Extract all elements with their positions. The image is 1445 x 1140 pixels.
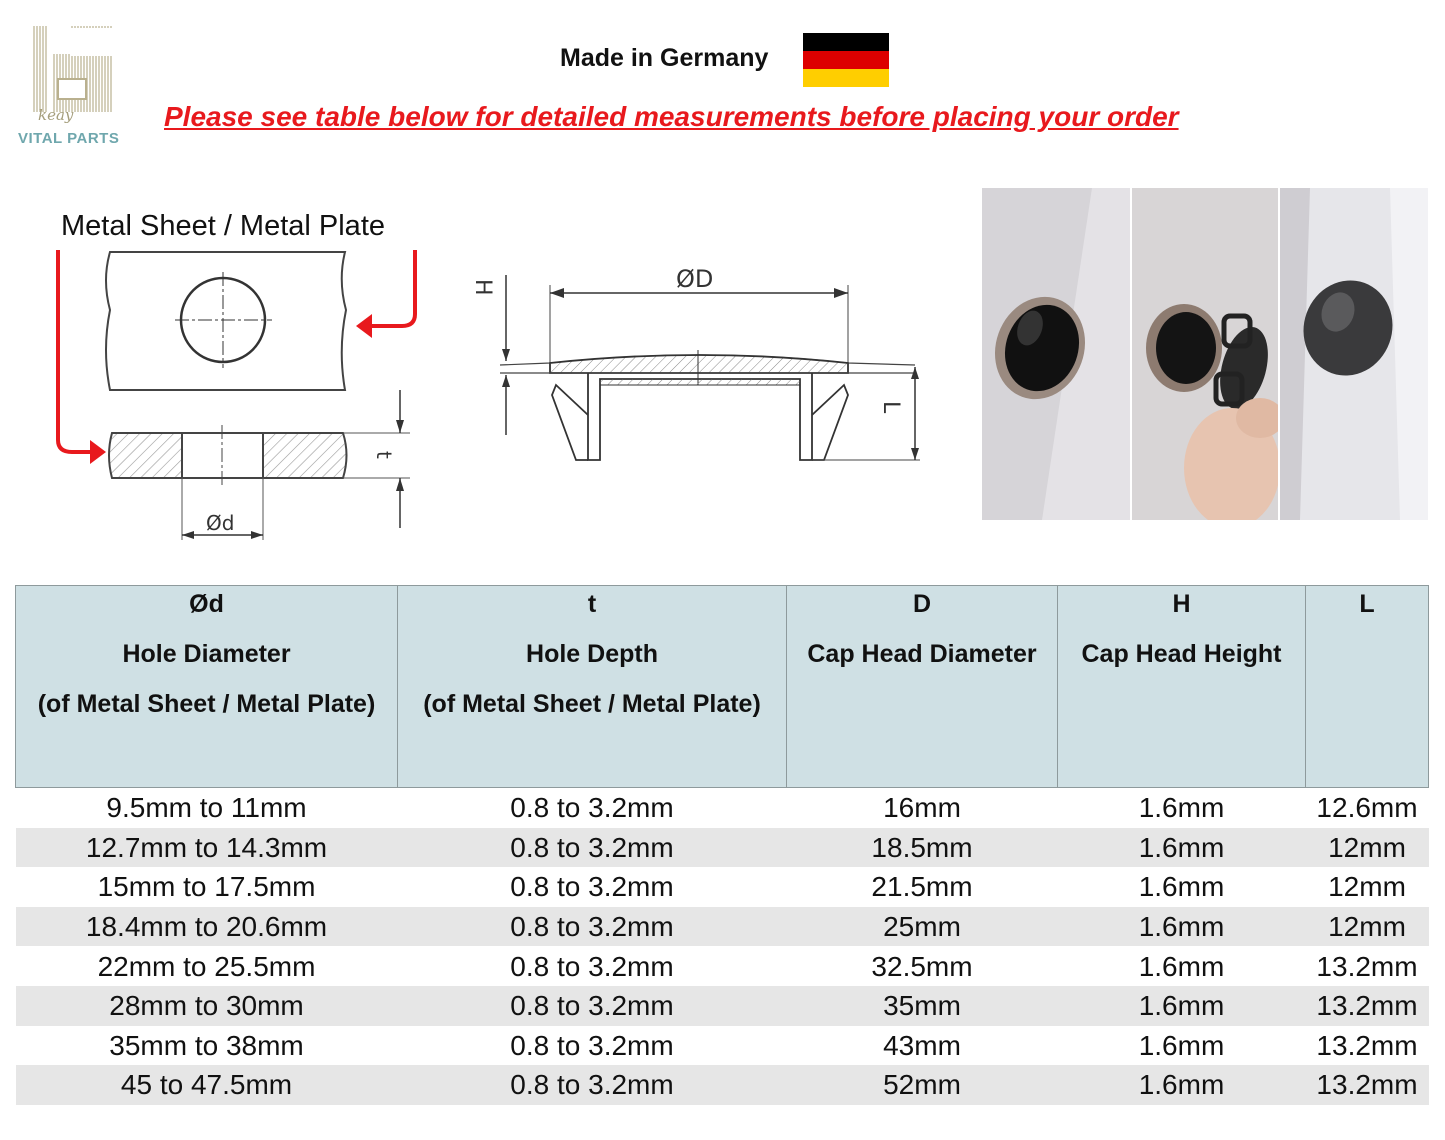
made-in-label: Made in Germany	[560, 44, 769, 72]
logo-mark-icon	[28, 24, 116, 114]
L-label: L	[878, 401, 903, 414]
col-symbol: Ød	[189, 590, 224, 618]
col-name: Hole Depth	[526, 640, 658, 668]
table-cell: 1.6mm	[1138, 950, 1225, 982]
table-cell: 22mm to 25.5mm	[97, 950, 316, 982]
table-cell: 45 to 47.5mm	[16, 1065, 398, 1105]
table-row	[16, 946, 1429, 986]
table-row	[16, 1026, 1429, 1066]
red-arrow-left	[58, 250, 90, 452]
table-cell: 18.4mm to 20.6mm	[16, 907, 398, 947]
col-note: (of Metal Sheet / Metal Plate)	[423, 690, 761, 718]
table-row	[16, 788, 1429, 828]
col-name: Cap Head Height	[1081, 640, 1282, 668]
table-row	[16, 867, 1429, 907]
logo-brand-text: VITAL PARTS	[18, 130, 120, 147]
table-cell: 13.2mm	[1306, 1065, 1429, 1105]
sheet-section-left	[109, 433, 182, 478]
table-cell: 1.6mm	[1058, 986, 1306, 1026]
table-cell: 0.8 to 3.2mm	[510, 871, 674, 903]
col-name: Hole Diameter	[122, 640, 291, 668]
col-note: (of Metal Sheet / Metal Plate)	[37, 690, 376, 718]
col-cap-head-height	[1058, 586, 1306, 788]
brand-logo	[18, 20, 128, 150]
sheet-top-view	[106, 252, 346, 390]
spec-table	[15, 585, 1429, 1105]
table-cell: 0.8 to 3.2mm	[510, 1029, 674, 1061]
table-cell: 12.7mm to 14.3mm	[16, 828, 398, 868]
col-symbol: D	[912, 590, 932, 618]
sheet-section-right	[263, 433, 347, 478]
cap-head	[550, 355, 848, 373]
table-cell: 35mm	[787, 986, 1058, 1026]
product-photos	[982, 188, 1428, 520]
order-notice: Please see table below for detailed measurements before placing your order	[164, 101, 1179, 132]
col-symbol: H	[1172, 590, 1191, 618]
flag-stripe-black	[803, 33, 889, 51]
table-cell: 1.6mm	[1138, 1029, 1225, 1061]
table-cell: 25mm	[787, 907, 1058, 947]
table-cell: 32.5mm	[871, 950, 973, 982]
col-name: Cap Head Diameter	[807, 640, 1037, 668]
table-cell: 0.8 to 3.2mm	[510, 792, 674, 824]
table-header-row	[16, 586, 1429, 788]
table-cell: 18.5mm	[787, 828, 1058, 868]
table-row	[16, 1065, 1429, 1105]
table-cell: 1.6mm	[1138, 792, 1225, 824]
germany-flag-icon	[803, 33, 889, 87]
photo-open-hole	[982, 188, 1130, 520]
col-hole-depth	[398, 586, 787, 788]
d-small-label: Ød	[206, 511, 235, 535]
table-cell: 13.2mm	[1316, 1029, 1418, 1061]
flag-stripe-red	[803, 51, 889, 69]
table-row	[16, 828, 1429, 868]
table-cell: 16mm	[883, 792, 961, 824]
table-cell: 15mm to 17.5mm	[97, 871, 316, 903]
table-cell: 1.6mm	[1058, 907, 1306, 947]
table-cell: 0.8 to 3.2mm	[398, 907, 787, 947]
table-cell: 35mm to 38mm	[109, 1029, 304, 1061]
table-cell: 9.5mm to 11mm	[106, 792, 307, 824]
table-cell: 12mm	[1306, 828, 1429, 868]
table-cell: 1.6mm	[1058, 828, 1306, 868]
col-cap-head-diameter	[787, 586, 1058, 788]
left-clip	[552, 385, 588, 460]
photo-inserting-cap	[1132, 188, 1278, 520]
table-cell: 43mm	[883, 1029, 961, 1061]
logo-small-text: keay	[38, 106, 74, 124]
table-cell: 12.6mm	[1316, 792, 1418, 824]
col-length	[1306, 586, 1429, 788]
table-cell: 0.8 to 3.2mm	[398, 828, 787, 868]
table-cell: 0.8 to 3.2mm	[510, 950, 674, 982]
col-symbol: t	[587, 590, 597, 618]
col-hole-diameter	[16, 586, 398, 788]
table-cell: 0.8 to 3.2mm	[398, 1065, 787, 1105]
red-arrow-right	[372, 250, 415, 326]
cap-diagram	[460, 255, 930, 480]
table-cell: 0.8 to 3.2mm	[398, 986, 787, 1026]
table-cell: 21.5mm	[871, 871, 973, 903]
table-cell: 13.2mm	[1316, 950, 1418, 982]
H-label: H	[470, 279, 495, 296]
t-label: t	[372, 451, 396, 459]
D-label: ØD	[676, 265, 714, 293]
table-cell: 1.6mm	[1058, 1065, 1306, 1105]
table-cell: 28mm to 30mm	[16, 986, 398, 1026]
table-cell: 12mm	[1328, 871, 1406, 903]
metal-sheet-diagram	[50, 240, 430, 560]
table-cell: 52mm	[787, 1065, 1058, 1105]
cap-legs	[588, 373, 812, 460]
sheet-label: Metal Sheet / Metal Plate	[61, 210, 385, 242]
col-symbol: L	[1359, 590, 1375, 618]
table-cell: 1.6mm	[1138, 871, 1225, 903]
right-clip	[812, 385, 848, 460]
table-row	[16, 907, 1429, 947]
table-cell: 13.2mm	[1306, 986, 1429, 1026]
table-cell: 12mm	[1306, 907, 1429, 947]
flag-stripe-gold	[803, 69, 889, 87]
photo-installed-cap	[1280, 188, 1428, 520]
table-row	[16, 986, 1429, 1026]
